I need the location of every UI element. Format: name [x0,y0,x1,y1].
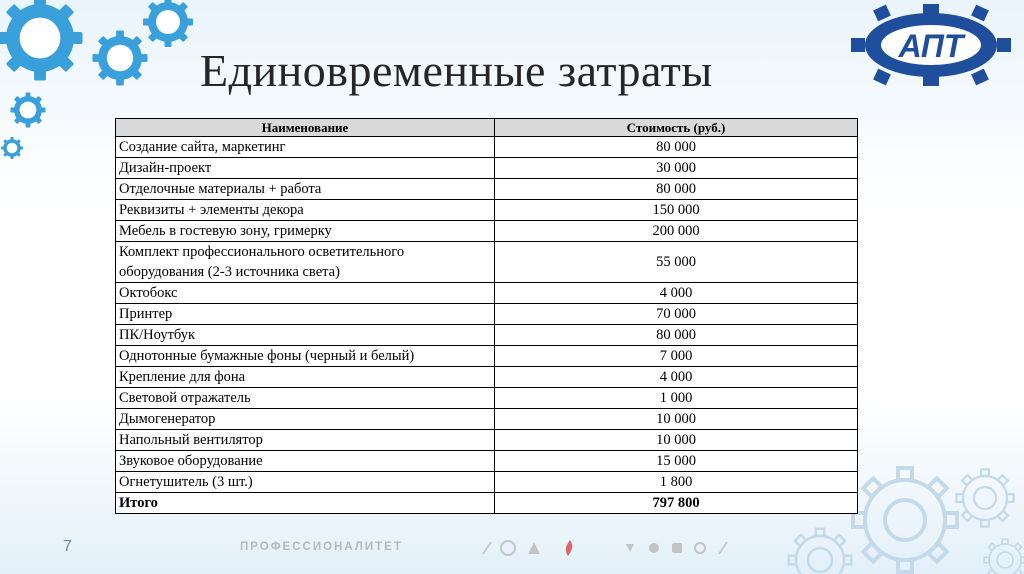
item-cost: 30 000 [495,158,858,179]
cost-table [115,118,858,514]
item-cost: 150 000 [495,200,858,221]
table-row [116,430,858,451]
item-cost: 10 000 [495,430,858,451]
item-name: Создание сайта, маркетинг [116,137,495,158]
table-row [116,346,858,367]
table-row [116,242,858,283]
table-row [116,137,858,158]
table-row [116,388,858,409]
table-row [116,325,858,346]
table-row [116,451,858,472]
item-cost: 10 000 [495,409,858,430]
footer-brand-text: ПРОФЕССИОНАЛИТЕТ [240,541,403,553]
item-cost: 70 000 [495,304,858,325]
item-name: Огнетушитель (3 шт.) [116,472,495,493]
item-cost: 4 000 [495,283,858,304]
item-name: Мебель в гостевую зону, гримерку [116,221,495,242]
item-cost: 200 000 [495,221,858,242]
item-name: Отделочные материалы + работа [116,179,495,200]
page-number: 7 [63,538,72,555]
footer-icons-strip [478,536,738,560]
item-cost: 80 000 [495,137,858,158]
item-cost: 1 800 [495,472,858,493]
table-row [116,221,858,242]
item-name: Однотонные бумажные фоны (черный и белый) [116,346,495,367]
apt-logo [850,4,1012,86]
column-header-name: Наименование [116,119,495,137]
item-name: Крепление для фона [116,367,495,388]
item-name: Комплект профессионального осветительного оборудования (2-3 источника света) [116,242,495,283]
item-cost: 1 000 [495,388,858,409]
item-cost: 4 000 [495,367,858,388]
item-name: Дымогенератор [116,409,495,430]
total-label: Итого [116,493,495,514]
item-name: Дизайн-проект [116,158,495,179]
item-name: Световой отражатель [116,388,495,409]
table-row [116,409,858,430]
item-cost: 15 000 [495,451,858,472]
logo-text: АПТ [898,28,964,64]
table-header-row [116,119,858,137]
item-cost: 80 000 [495,179,858,200]
item-name: Реквизиты + элементы декора [116,200,495,221]
table-row [116,283,858,304]
table-row [116,179,858,200]
table-row [116,367,858,388]
table-row [116,200,858,221]
slide-title: Единовременные затраты [200,45,713,96]
table-row [116,472,858,493]
item-name: Напольный вентилятор [116,430,495,451]
item-cost: 55 000 [495,242,858,283]
item-name: ПК/Ноутбук [116,325,495,346]
table-row [116,158,858,179]
item-cost: 80 000 [495,325,858,346]
item-cost: 7 000 [495,346,858,367]
total-cost: 797 800 [495,493,858,514]
column-header-cost: Стоимость (руб.) [495,119,858,137]
item-name: Принтер [116,304,495,325]
table-total-row [116,493,858,514]
table-row [116,304,858,325]
item-name: Октобокс [116,283,495,304]
item-name: Звуковое оборудование [116,451,495,472]
